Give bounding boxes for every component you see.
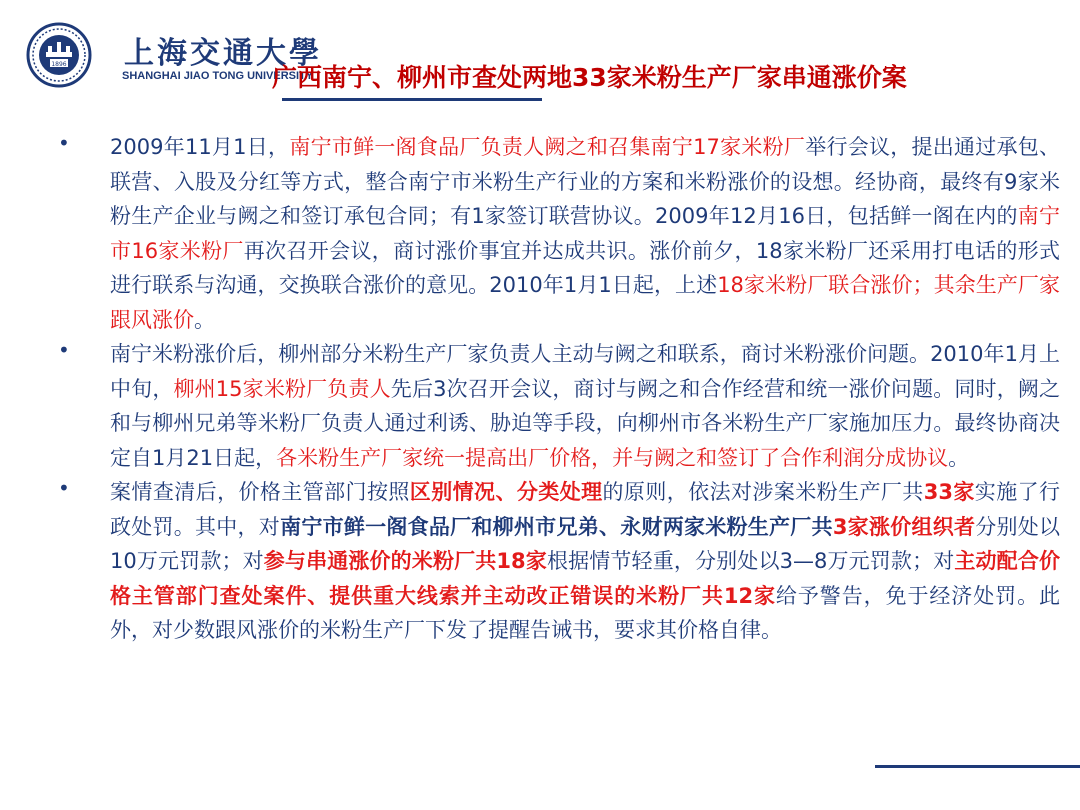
bullet-icon: •: [58, 131, 70, 155]
text-run: 2009年11月1日，: [110, 135, 290, 159]
text-run: 。: [948, 445, 970, 470]
text-run-red: 各米粉生产厂家统一提高出厂价格，并与阙之和签订了合作利润分成协议: [276, 445, 949, 470]
text-run-red: 18家米粉厂联合涨价；其余生产厂家跟风涨价: [110, 273, 1060, 332]
text-run-bold: 南宁市鲜一阁食品厂和柳州市兄弟、永财两家米粉生产厂共: [280, 514, 833, 539]
emblem-year: 1896: [51, 61, 67, 68]
bullet-icon: •: [58, 338, 70, 362]
text-run: 先后3次召开会议，商讨与阙之和合作经营和统一涨价问题。同时，阙之和与柳州兄弟等米粉厂负责人通过利诱、胁迫等手段，向柳州市各米粉生产厂家施加压力。最终协商决定自1月21日起，: [110, 376, 1061, 470]
text-run-bold-red: 3家涨价组织者: [832, 514, 976, 539]
text-run-bold-red: 参与串通涨价的米粉厂共18家: [263, 549, 547, 573]
paragraph-penalty: [110, 475, 1060, 648]
bullet-item: [0, 337, 1080, 475]
text-run-bold-red: 33家: [923, 480, 975, 504]
text-run: 再次召开会议，商讨涨价事宜并达成共识。涨价前夕，18家米粉厂还采用打电话的形式进行联系与沟通，交换联合涨价的意见。2010年1月1日起，上述: [110, 238, 1061, 297]
university-logo: [20, 20, 322, 92]
university-emblem-icon: [26, 22, 92, 88]
text-run: 分别处以10万元罚款；对: [110, 514, 1061, 573]
text-run: 实施了行政处罚。其中，对: [110, 480, 1061, 539]
text-run: 。: [194, 307, 215, 332]
text-run-red: 南宁市16家米粉厂: [110, 204, 1061, 263]
text-run: 南宁米粉涨价后，柳州部分米粉生产厂家负责人主动与阙之和联系，商讨米粉涨价问题。2010年1月上中旬，: [110, 342, 1060, 401]
text-run: 案情查清后，价格主管部门按照: [110, 480, 410, 504]
university-name-en: SHANGHAI JIAO TONG UNIVERSITY: [122, 70, 314, 82]
text-run-bold-red: 区别情况、分类处理: [409, 480, 603, 504]
paragraph-liuzhou: [110, 337, 1060, 475]
text-run: 根据情节轻重，分别处以3—8万元罚款；对: [546, 549, 955, 573]
footer-rule: [875, 765, 1080, 768]
slide-content: [0, 130, 1080, 648]
text-run-red: 南宁市鲜一阁食品厂负责人阙之和召集南宁17家米粉厂: [289, 135, 806, 159]
bullet-item: [0, 475, 1080, 648]
text-run-red: 柳州15家米粉厂负责人: [173, 376, 391, 401]
text-run: 的原则，依法对涉案米粉生产厂共: [602, 480, 924, 504]
bullet-icon: •: [58, 476, 70, 500]
title-underline: [282, 98, 542, 101]
text-run: 举行会议，提出通过承包、联营、入股及分红等方式，整合南宁市米粉生产行业的方案和米粉涨价的设想。经协商，最终有9家米粉生产企业与阙之和签订承包合同；有1家签订联营协议。2009年12月16日，包括鲜一阁在内的: [110, 135, 1060, 228]
text-run: 给予警告，免于经济处罚。此外，对少数跟风涨价的米粉生产厂下发了提醒告诫书，要求其价格自律。: [110, 583, 1060, 642]
paragraph-nanning: [110, 130, 1060, 337]
bullet-item: [0, 130, 1080, 337]
university-name-cn: 上海交通大學: [124, 36, 322, 71]
text-run-bold-red: 主动配合价格主管部门查处案件、提供重大线索并主动改正错误的米粉厂共12家: [110, 549, 1060, 608]
slide-title: 广西南宁、柳州市查处两地33家米粉生产厂家串通涨价案: [272, 63, 907, 92]
